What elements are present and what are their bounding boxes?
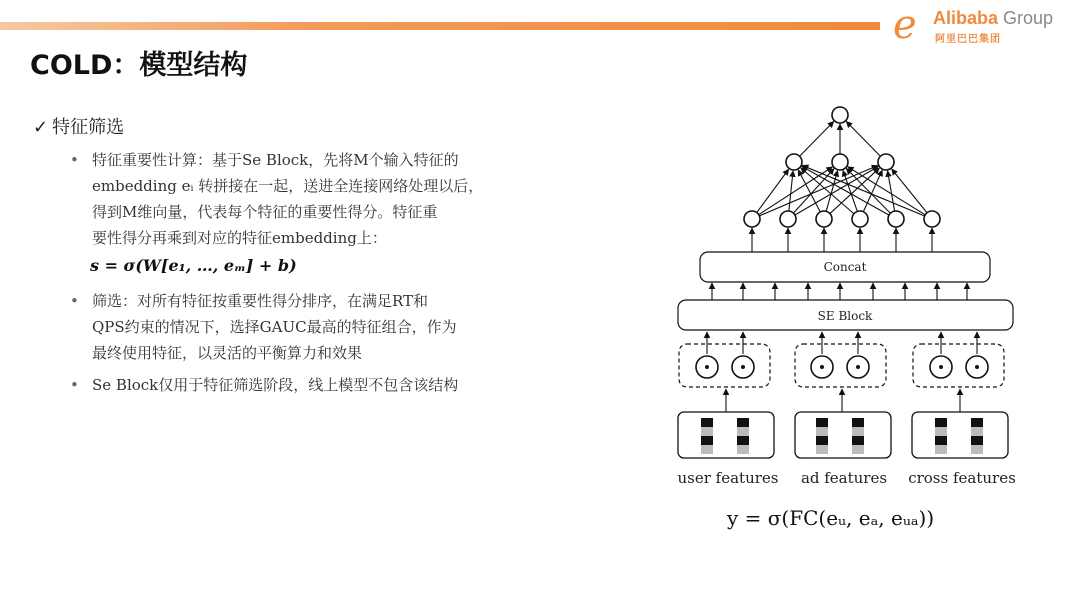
alibaba-mark-icon: e	[893, 2, 917, 48]
embedding-cell	[737, 445, 749, 454]
neuron-node	[832, 107, 848, 123]
bullet1-line3: 得到M维向量，代表每个特征的重要性得分。特征重	[92, 203, 438, 221]
feature-groups	[678, 332, 1016, 487]
bullet2-line1: 筛选：对所有特征按重要性得分排序，在满足RT和	[92, 292, 429, 310]
mlp-edge	[846, 121, 880, 156]
embedding-cell	[701, 445, 713, 454]
bullet3-text: Se Block仅用于特征筛选阶段，线上模型不包含该结构	[92, 376, 459, 394]
mlp-edge	[888, 171, 895, 211]
neuron-node	[888, 211, 904, 227]
logo-group: Group	[1003, 8, 1054, 28]
odot-center-icon	[705, 365, 709, 369]
feature-box	[678, 412, 774, 458]
embedding-cell	[737, 418, 749, 427]
importance-formula: s = σ(W[e₁, …, eₘ] + b)	[90, 256, 297, 275]
odot-group-box	[913, 344, 1004, 387]
odot-group-box	[795, 344, 886, 387]
mlp-edge	[800, 121, 834, 156]
bullet1-line2: embedding eᵢ 转拼接在一起，送进全连接网络处理以后，	[92, 177, 484, 195]
embedding-cell	[816, 445, 828, 454]
logo-brand: Alibaba	[933, 8, 999, 28]
mlp-edge	[802, 165, 924, 216]
embedding-cell	[971, 418, 983, 427]
bullet-dot-icon: •	[70, 151, 79, 169]
mlp-connections	[752, 121, 932, 252]
odot-center-icon	[939, 365, 943, 369]
neuron-node	[832, 154, 848, 170]
embedding-cell	[971, 436, 983, 445]
feature-group-label: user features	[677, 469, 779, 487]
logo-cn: 阿里巴巴集团	[935, 34, 1001, 45]
neuron-node	[816, 211, 832, 227]
feature-box	[912, 412, 1008, 458]
feature-group-label: cross features	[908, 469, 1016, 487]
embedding-cell	[852, 445, 864, 454]
se-block-label: SE Block	[817, 309, 873, 323]
concat-label: Concat	[823, 260, 867, 274]
top-accent-bar	[0, 22, 880, 30]
output-equation: y = σ(FC(eᵤ, eₐ, eᵤₐ))	[727, 506, 935, 530]
mlp-edge	[846, 168, 890, 213]
checkmark-icon: ✓	[33, 117, 49, 138]
embedding-cell	[701, 436, 713, 445]
neuron-node	[924, 211, 940, 227]
odot-group-box	[679, 344, 770, 387]
slide-title: COLD：模型结构	[30, 50, 248, 81]
embedding-cell	[971, 445, 983, 454]
bullet1-line4: 要性得分再乘到对应的特征embedding上：	[92, 229, 387, 247]
neuron-node	[852, 211, 868, 227]
mlp-edge	[789, 171, 793, 211]
embedding-cell	[701, 427, 713, 436]
embedding-cell	[816, 427, 828, 436]
embedding-cell	[737, 427, 749, 436]
neuron-node	[744, 211, 760, 227]
section-title: 特征筛选	[52, 117, 125, 138]
odot-center-icon	[820, 365, 824, 369]
bullet2-line3: 最终使用特征，以灵活的平衡算力和效果	[92, 344, 363, 362]
bullet-importance	[70, 147, 540, 251]
embedding-cell	[935, 436, 947, 445]
feature-group-label: ad features	[800, 469, 888, 487]
embedding-cell	[935, 418, 947, 427]
mlp-edge	[848, 167, 926, 215]
mlp-edge	[892, 169, 927, 213]
neuron-node	[780, 211, 796, 227]
bullet-selection	[70, 288, 540, 366]
embedding-cell	[852, 427, 864, 436]
bullet-dot-icon: •	[70, 292, 79, 310]
embedding-cell	[852, 436, 864, 445]
neuron-node	[786, 154, 802, 170]
embedding-cell	[935, 427, 947, 436]
alibaba-group-logo	[893, 2, 1073, 48]
embedding-cell	[852, 418, 864, 427]
embedding-cell	[816, 436, 828, 445]
se-to-concat-arrows	[712, 283, 967, 300]
bullet-se-block-note	[70, 372, 540, 398]
odot-center-icon	[975, 365, 979, 369]
feature-box	[795, 412, 891, 458]
mlp-edge	[802, 166, 889, 215]
odot-center-icon	[741, 365, 745, 369]
embedding-cell	[816, 418, 828, 427]
embedding-cell	[935, 445, 947, 454]
odot-center-icon	[856, 365, 860, 369]
section-heading	[33, 113, 124, 139]
bullet-dot-icon: •	[70, 376, 79, 394]
mlp-neurons	[744, 107, 940, 227]
embedding-cell	[737, 436, 749, 445]
mlp-edge	[759, 167, 833, 215]
cold-architecture-diagram	[660, 90, 1020, 500]
bullet1-line1: 特征重要性计算：基于Se Block，先将M个输入特征的	[92, 151, 459, 169]
neuron-node	[878, 154, 894, 170]
embedding-cell	[701, 418, 713, 427]
embedding-cell	[971, 427, 983, 436]
bullet2-line2: QPS约束的情况下，选择GAUC最高的特征组合，作为	[92, 318, 457, 336]
